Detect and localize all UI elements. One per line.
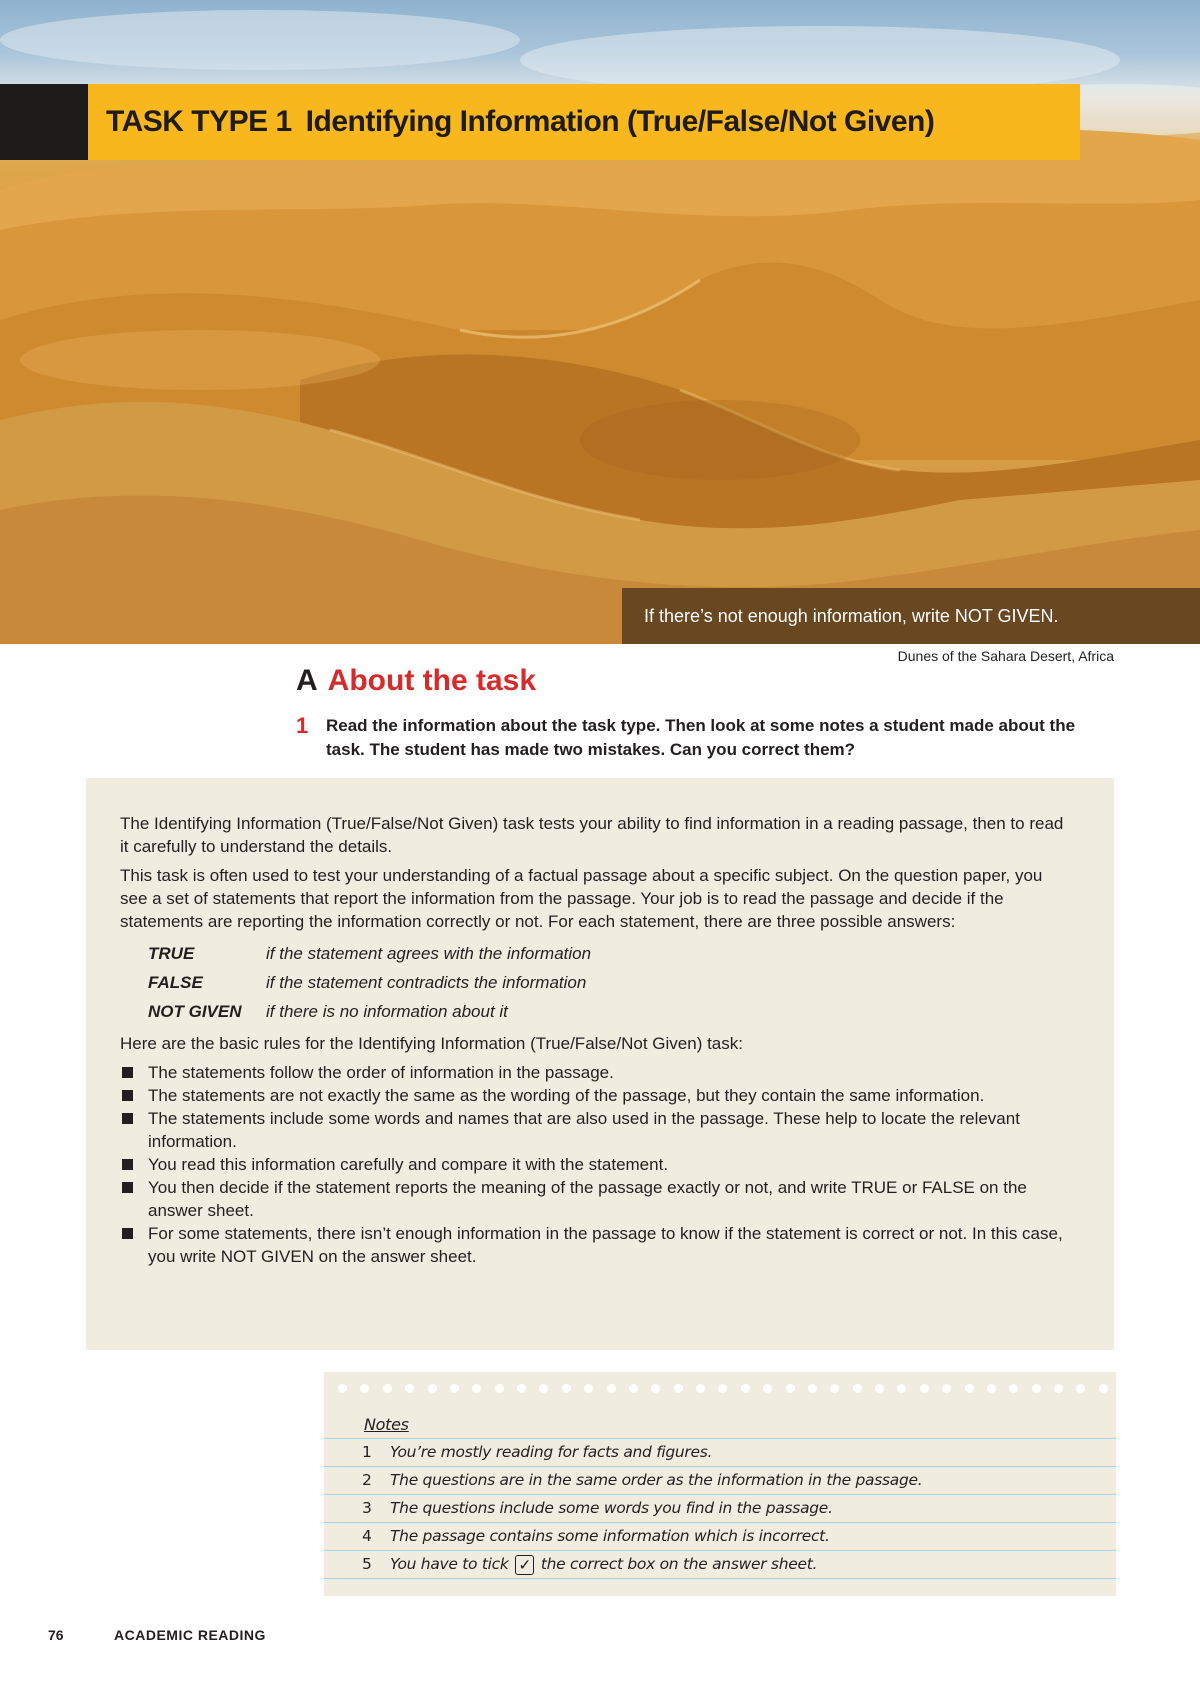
section-letter: A (296, 664, 318, 697)
task-info-box (86, 778, 1114, 1350)
photo-caption: Dunes of the Sahara Desert, Africa (897, 648, 1114, 664)
tick-box-icon: ✓ (515, 1555, 534, 1575)
note-text: The questions are in the same order as the information in the passage. (390, 1471, 923, 1489)
bullet-square-icon (122, 1182, 133, 1193)
note-number: 3 (362, 1499, 372, 1517)
rule-text: You then decide if the statement reports the meaning of the passage exactly or not, and write TRUE or FALSE on the answer sheet. (148, 1178, 1027, 1220)
rule-item (120, 1107, 1074, 1153)
rule-item (120, 1153, 1074, 1176)
page-footer (48, 1627, 266, 1643)
rule-item (120, 1176, 1074, 1222)
bullet-square-icon (122, 1067, 133, 1078)
note-text: The passage contains some information which is incorrect. (390, 1527, 830, 1545)
definition-desc: if there is no information about it (266, 1002, 508, 1021)
notes-title: Notes (364, 1415, 409, 1434)
task-title-band (88, 84, 1080, 160)
definition-term: NOT GIVEN (148, 1002, 242, 1021)
bullet-square-icon (122, 1228, 133, 1239)
answer-definitions (148, 939, 1074, 1026)
task-type-label: TASK TYPE 1 (106, 105, 292, 138)
note-number: 1 (362, 1443, 372, 1461)
notebook-holes (338, 1384, 1108, 1394)
note-text (390, 1551, 817, 1578)
info-paragraph-2: This task is often used to test your understanding of a factual passage about a specific subject. On the question paper, you see a set of statements that report the information from the passage. Your job is to read the passage and decide if the statements are reporting the information correctly or not. For each statement, there are three possible answers: (120, 866, 1043, 931)
rule-text: For some statements, there isn’t enough information in the passage to know if the statement is correct or not. In this case, you write NOT GIVEN on the answer sheet. (148, 1224, 1063, 1266)
rule-item (120, 1222, 1074, 1268)
note-item (324, 1438, 1116, 1466)
note-item (324, 1550, 1116, 1579)
definition-desc: if the statement agrees with the information (266, 944, 592, 963)
tip-banner (622, 588, 1200, 644)
rule-item (120, 1061, 1074, 1084)
info-paragraph-1: The Identifying Information (True/False/Not Given) task tests your ability to find information in a reading passage, then to read it carefully to understand the details. (120, 814, 1064, 856)
rule-text: The statements follow the order of information in the passage. (148, 1063, 614, 1082)
note-number: 4 (362, 1527, 372, 1545)
definition-term: TRUE (148, 944, 195, 963)
definition-false (148, 968, 1074, 997)
definition-desc: if the statement contradicts the information (266, 973, 587, 992)
note-item (324, 1522, 1116, 1550)
section-heading (296, 664, 536, 698)
rule-text: You read this information carefully and compare it with the statement. (148, 1155, 669, 1174)
note-number: 5 (362, 1555, 372, 1573)
question-number: 1 (296, 713, 309, 738)
definition-term: FALSE (148, 973, 203, 992)
note-item (324, 1466, 1116, 1494)
question-1 (296, 714, 1096, 762)
definition-not-given (148, 997, 1074, 1026)
rule-text: The statements include some words and names that are also used in the passage. These help to locate the relevant information. (148, 1109, 1020, 1151)
task-type-title: Identifying Information (True/False/Not Given) (305, 105, 935, 138)
bullet-square-icon (122, 1113, 133, 1124)
note-text: You’re mostly reading for facts and figures. (390, 1443, 713, 1461)
note-number: 2 (362, 1471, 372, 1489)
definition-true (148, 939, 1074, 968)
page-number: 76 (48, 1627, 64, 1643)
hero-photo (0, 0, 1200, 644)
bullet-square-icon (122, 1159, 133, 1170)
question-text: Read the information about the task type. Then look at some notes a student made about the task. The student has made two mistakes. Can you correct them? (326, 716, 1076, 759)
note-text-before: You have to tick (390, 1555, 509, 1573)
note-text: The questions include some words you find in the passage. (390, 1499, 833, 1517)
section-title: About the task (327, 664, 537, 697)
rules-intro: Here are the basic rules for the Identifying Information (True/False/Not Given) task: (120, 1034, 743, 1053)
rule-text: The statements are not exactly the same as the wording of the passage, but they contain the same information. (148, 1086, 985, 1105)
rule-item (120, 1084, 1074, 1107)
tip-text: If there’s not enough information, write NOT GIVEN. (644, 605, 1059, 626)
note-item (324, 1494, 1116, 1522)
rules-list (120, 1061, 1074, 1268)
note-text-after: the correct box on the answer sheet. (540, 1555, 818, 1573)
student-notes-card (324, 1372, 1116, 1596)
title-accent-bar (0, 84, 88, 160)
bullet-square-icon (122, 1090, 133, 1101)
page-title (106, 105, 934, 139)
footer-section-label: ACADEMIC READING (114, 1627, 266, 1643)
